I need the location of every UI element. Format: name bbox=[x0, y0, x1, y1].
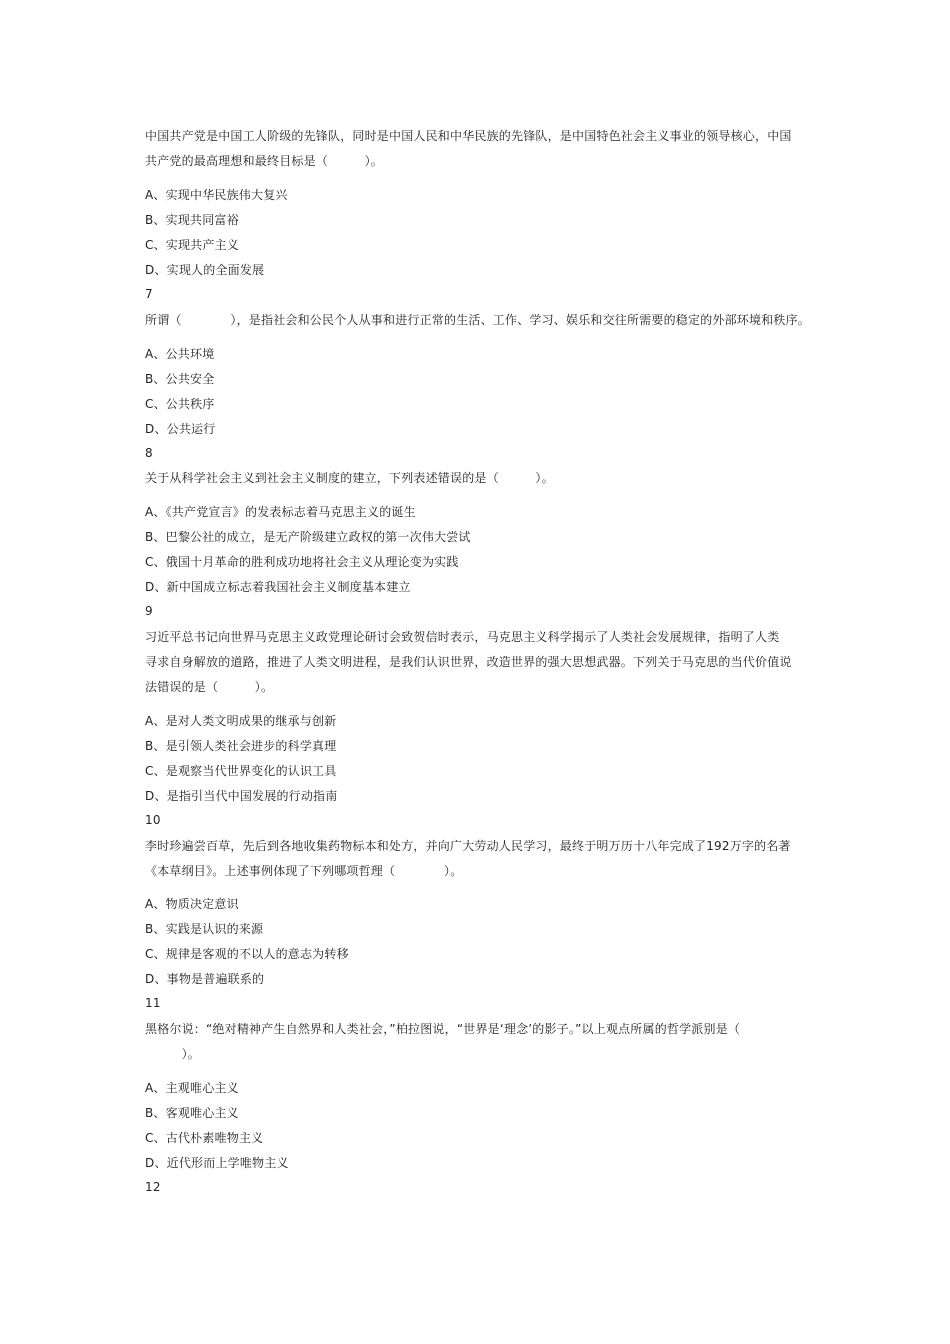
q10-stem-line-1: 李时珍遍尝百草，先后到各地收集药物标本和处方，并向广大劳动人民学习，最终于明万历十八年完成了192万字的名著 bbox=[145, 839, 791, 853]
q11-stem-line-2: ）。 bbox=[145, 1047, 201, 1061]
q7-option-a: A、公共环境 bbox=[145, 347, 215, 361]
q11-option-b: B、客观唯心主义 bbox=[145, 1106, 239, 1120]
q6-option-c: C、实现共产主义 bbox=[145, 238, 239, 252]
q6-stem-line-1: 中国共产党是中国工人阶级的先锋队，同时是中国人民和中华民族的先锋队，是中国特色社会主义事业的领导核心，中国 bbox=[145, 129, 792, 143]
q11-option-c: C、古代朴素唯物主义 bbox=[145, 1131, 264, 1145]
q11-number: 11 bbox=[145, 996, 161, 1010]
q10-option-a: A、物质决定意识 bbox=[145, 897, 239, 911]
q9-stem-line-3: 法错误的是（ ）。 bbox=[145, 680, 274, 694]
q7-stem-line-1: 所谓（ ），是指社会和公民个人从事和进行正常的生活、工作、学习、娱乐和交往所需要的稳定的外部环境和秩序。 bbox=[145, 313, 811, 327]
q9-stem-line-2: 寻求自身解放的道路，推进了人类文明进程，是我们认识世界，改造世界的强大思想武器。下列关于马克思的当代价值说 bbox=[145, 655, 792, 669]
q9-option-c: C、是观察当代世界变化的认识工具 bbox=[145, 764, 337, 778]
q9-number: 9 bbox=[145, 604, 153, 618]
q10-option-d: D、事物是普遍联系的 bbox=[145, 972, 265, 986]
q8-stem-line-1: 关于从科学社会主义到社会主义制度的建立，下列表述错误的是（ ）。 bbox=[145, 471, 554, 485]
q6-option-d: D、实现人的全面发展 bbox=[145, 263, 265, 277]
q7-option-c: C、公共秩序 bbox=[145, 397, 215, 411]
q10-stem-line-2: 《本草纲目》。上述事例体现了下列哪项哲理（ ）。 bbox=[145, 864, 463, 878]
q6-stem-line-2: 共产党的最高理想和最终目标是（ ）。 bbox=[145, 154, 384, 168]
q12-number: 12 bbox=[145, 1180, 161, 1194]
q7-option-d: D、公共运行 bbox=[145, 422, 216, 436]
q9-stem-line-1: 习近平总书记向世界马克思主义政党理论研讨会致贺信时表示，马克思主义科学揭示了人类社会发展规律，指明了人类 bbox=[145, 630, 780, 644]
q7-option-b: B、公共安全 bbox=[145, 372, 215, 386]
q7-number: 7 bbox=[145, 287, 153, 301]
q9-option-b: B、是引领人类社会进步的科学真理 bbox=[145, 739, 337, 753]
q10-number: 10 bbox=[145, 813, 161, 827]
q10-option-b: B、实践是认识的来源 bbox=[145, 922, 264, 936]
q10-option-c: C、规律是客观的不以人的意志为转移 bbox=[145, 947, 349, 961]
q8-option-c: C、俄国十月革命的胜利成功地将社会主义从理论变为实践 bbox=[145, 555, 459, 569]
q6-option-a: A、实现中华民族伟大复兴 bbox=[145, 188, 288, 202]
q8-option-b: B、巴黎公社的成立，是无产阶级建立政权的第一次伟大尝试 bbox=[145, 530, 471, 544]
q11-option-a: A、主观唯心主义 bbox=[145, 1081, 239, 1095]
q9-option-d: D、是指引当代中国发展的行动指南 bbox=[145, 789, 338, 803]
q8-number: 8 bbox=[145, 446, 153, 460]
q11-stem-line-1: 黑格尔说：“绝对精神产生自然界和人类社会，”柏拉图说，“世界是‘理念’的影子。”以上观点所属的哲学派别是（ bbox=[145, 1022, 741, 1036]
q11-option-d: D、近代形而上学唯物主义 bbox=[145, 1156, 289, 1170]
q6-option-b: B、实现共同富裕 bbox=[145, 213, 239, 227]
q8-option-d: D、新中国成立标志着我国社会主义制度基本建立 bbox=[145, 580, 411, 594]
q9-option-a: A、是对人类文明成果的继承与创新 bbox=[145, 714, 337, 728]
q8-option-a: A、《共产党宣言》的发表标志着马克思主义的诞生 bbox=[145, 505, 416, 519]
